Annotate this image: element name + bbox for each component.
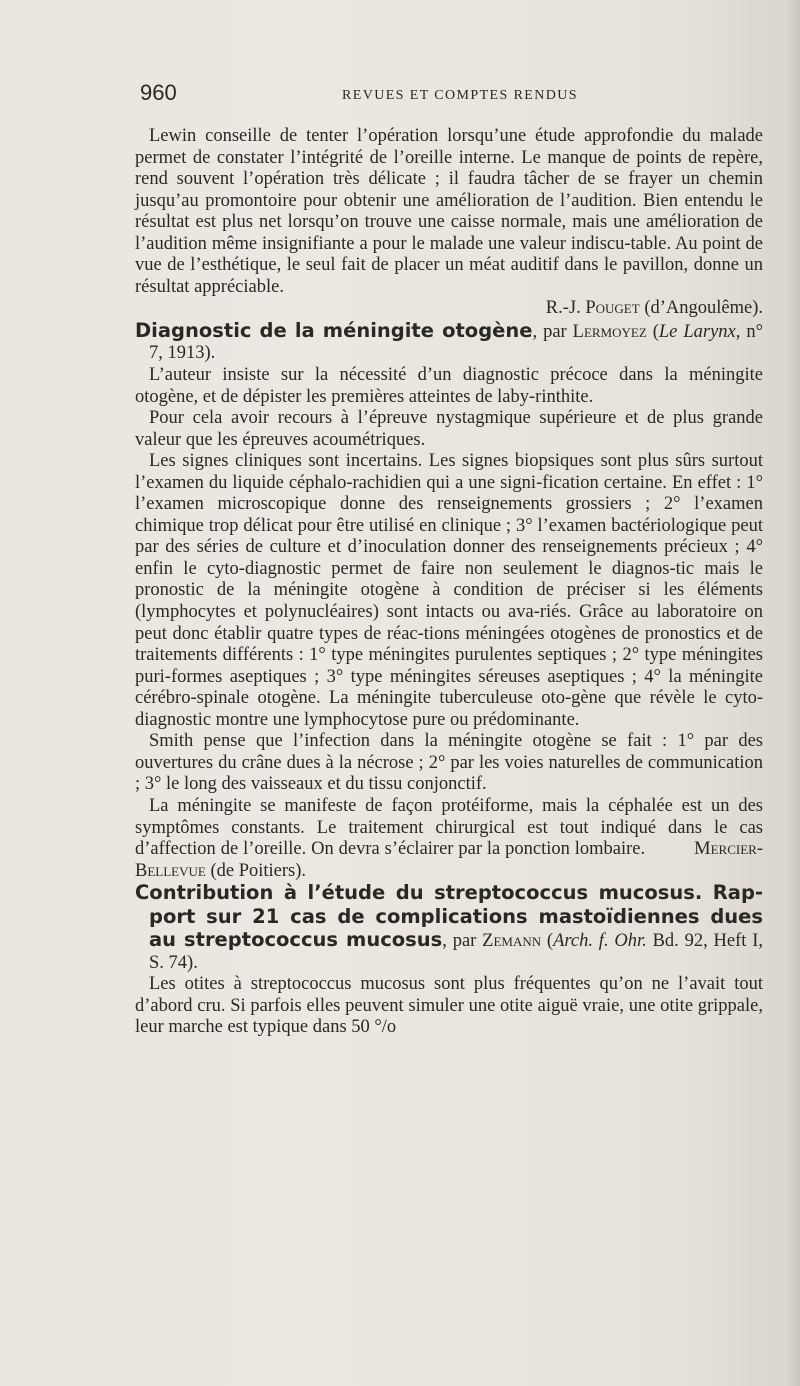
page-edge-shadow xyxy=(786,0,800,1386)
article2-paragraph-3: Les signes cliniques sont incertains. Les signes biopsiques sont plus sûrs surtout l’examen du liquide céphalo-rachidien qui a une signi-fication certaine. En effet : 1° l’examen microscopique donne des renseignements grossiers ; 2° l’examen chimique trop délicat pour être utilisé en clinique ; 3° l’examen bactériologique peut par des séries de culture et d’inoculation donner des renseignements précieux ; 4° enfin le cyto-diagnostic permet de faire non seulement le diagnos-tic mais le pronostic de la méningite otogène à condition de préciser si les éléments (lymphocytes et polynucléaires) sont intacts ou ava-riés. Grâce au laboratoire on peut donc établir quatre types de réac-tions méningées otogènes de pronostics et de traitements différents : 1° type méningites purulentes septiques ; 2° type méningites puri-formes aseptiques ; 3° type méningites séreuses aseptiques ; 4° la méningite cérébro-spinale otogène. La méningite tuberculeuse oto-gène que révèle le cyto-diagnostic montre une lymphocytose pure ou prédominante. xyxy=(135,451,763,730)
article2-paragraph-1: L’auteur insiste sur la nécessité d’un diagnostic précoce dans la méningite otogène, et de dépister les premières atteintes de laby-rinthite. xyxy=(135,365,763,407)
running-title: REVUES ET COMPTES RENDUS xyxy=(342,88,578,103)
article3-paragraph-1: Les otites à streptococcus mucosus sont plus fréquentes qu’on ne l’avait tout d’abord cru. Si parfois elles peuvent simuler une otite aiguë vraie, une otite grippale, leur marche est typique dans 50 °/o xyxy=(135,974,763,1038)
article2-paragraph-5-text: La méningite se manifeste de façon protéiforme, mais la céphalée est un des symptômes constants. Le traitement chirurgical est tout indiqué dans le cas d’affection de l’oreille. On devra s’éclairer par la ponction lombaire. xyxy=(135,795,763,860)
article2-author: Lermoyez xyxy=(572,321,647,342)
article3-by: , par xyxy=(442,931,483,952)
article3-heading xyxy=(135,882,763,974)
article2-heading xyxy=(135,320,763,365)
page-header xyxy=(140,80,770,110)
article2-by: , par xyxy=(532,321,573,342)
article2-paragraph-2: Pour cela avoir recours à l’épreuve nystagmique supérieure et de plus grande valeur que les épreuves acoumétriques. xyxy=(135,408,763,450)
article1-paragraph: Lewin conseille de tenter l’opération lorsqu’une étude approfondie du malade permet de constater l’intégrité de l’oreille interne. Le manque de points de repère, rend souvent l’opération très délicate ; il faudra tâcher de se frayer un chemin jusqu’au promontoire pour obtenir une amélioration de l’audition. Bien entendu le résultat est plus net lorsqu’on trouve une caisse normale, mais une amélioration de l’audition même insignifiante a pour le malade une valeur indiscu-table. Au point de vue de l’esthétique, le seul fait de placer un méat auditif dans le pavillon, donne un résultat appréciable. xyxy=(135,126,763,297)
article2-ref-open: ( xyxy=(646,321,659,342)
article2-signature-author: Mercier-Bellevue xyxy=(135,839,764,881)
article3-title: Contribution à l’étude du streptococcus mucosus. Rap-port sur 21 cas de complications mastoïdiennes dues au streptococcus mucosus xyxy=(135,881,763,952)
article2-paragraph-5 xyxy=(135,796,763,882)
article2-signature-place: (de Poitiers). xyxy=(205,860,307,881)
article2-journal: Le Larynx xyxy=(658,321,736,342)
article2-paragraph-4: Smith pense que l’infection dans la méningite otogène se fait : 1° par des ouvertures du crâne dues à la nécrose ; 2° par les voies naturelles de communication ; 3° le long des vaisseaux et du tissu conjonctif. xyxy=(135,731,763,795)
article3-ref-rest: Bd. 92, Heft I, S. 74). xyxy=(149,931,764,973)
body-text xyxy=(135,126,763,1039)
signature-author: R.-J. Pouget xyxy=(545,298,640,319)
article2-title: Diagnostic de la méningite otogène xyxy=(135,318,533,342)
signature-place: (d’Angoulême). xyxy=(639,298,763,319)
article2-ref-rest: , n° 7, 1913). xyxy=(149,321,763,364)
article3-journal: Arch. f. Ohr. xyxy=(553,931,647,952)
page-number: 960 xyxy=(140,80,177,105)
article3-author: Zemann xyxy=(482,931,542,952)
article3-ref-open: ( xyxy=(541,931,554,952)
article1-signature xyxy=(135,298,763,320)
